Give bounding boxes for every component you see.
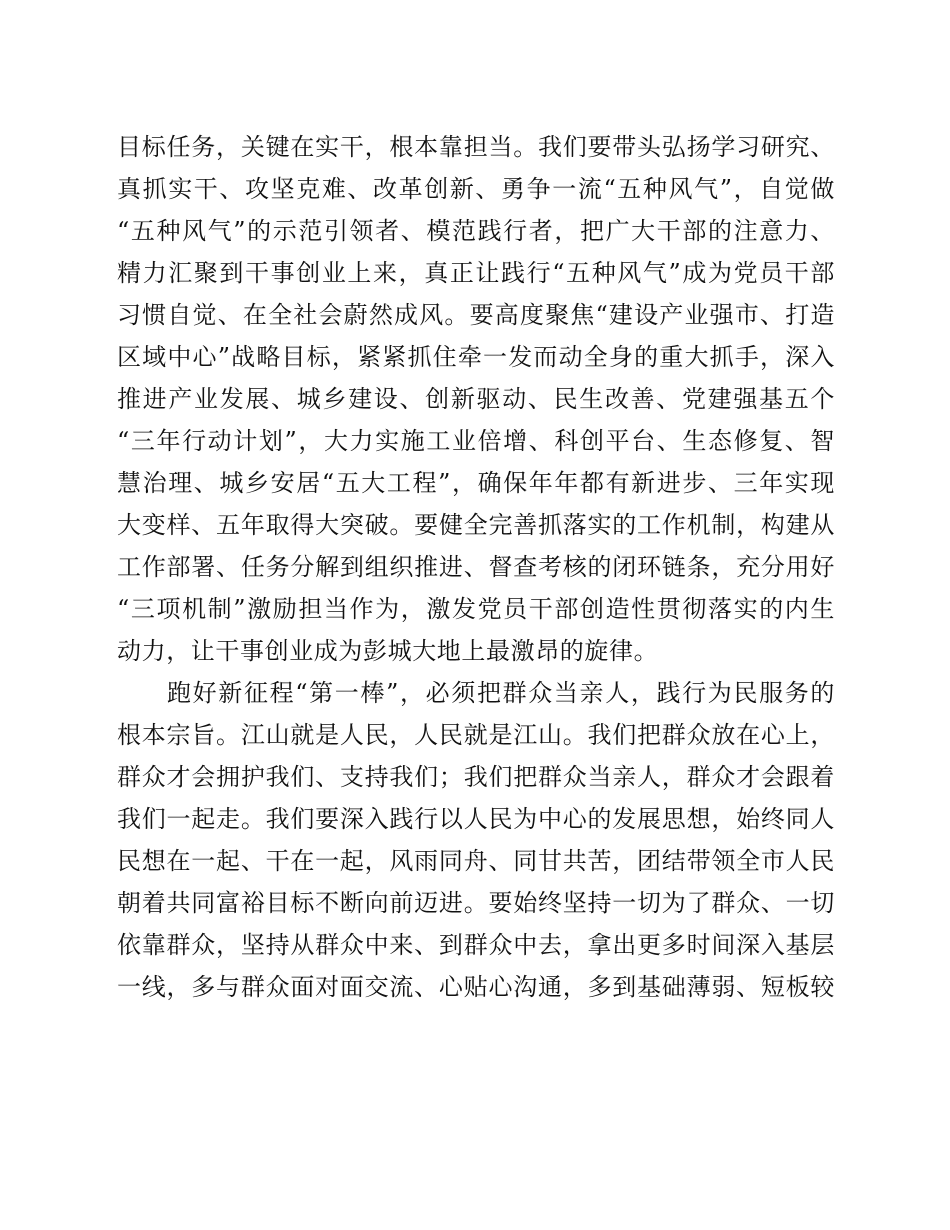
text-line: “五种风气”的示范引领者、模范践行者，把广大干部的注意力、 — [117, 217, 835, 245]
text-line: 根本宗旨。江山就是人民，人民就是江山。我们把群众放在心上， — [117, 721, 835, 749]
text-line: 真抓实干、攻坚克难、改革创新、勇争一流“五种风气”，自觉做 — [117, 175, 835, 203]
text-line: 慧治理、城乡安居“五大工程”，确保年年都有新进步、三年实现 — [117, 469, 835, 497]
text-line: 动力，让干事创业成为彭城大地上最激昂的旋律。 — [117, 637, 659, 665]
document-body — [117, 126, 835, 1008]
text-line: “三项机制”激励担当作为，激发党员干部创造性贯彻落实的内生 — [117, 595, 835, 623]
text-line: 依靠群众，坚持从群众中来、到群众中去，拿出更多时间深入基层 — [117, 931, 835, 959]
text-line: 大变样、五年取得大突破。要健全完善抓落实的工作机制，构建从 — [117, 511, 835, 539]
text-line: 跑好新征程“第一棒”，必须把群众当亲人，践行为民服务的 — [167, 679, 835, 707]
text-line: 民想在一起、干在一起，风雨同舟、同甘共苦，团结带领全市人民 — [117, 847, 835, 875]
paragraph-2 — [117, 672, 835, 1008]
text-line: 一线，多与群众面对面交流、心贴心沟通，多到基础薄弱、短板较 — [117, 973, 835, 1001]
text-line: 区域中心”战略目标，紧紧抓住牵一发而动全身的重大抓手，深入 — [117, 343, 835, 371]
text-line: 朝着共同富裕目标不断向前迈进。要始终坚持一切为了群众、一切 — [117, 889, 835, 917]
text-line: 我们一起走。我们要深入践行以人民为中心的发展思想，始终同人 — [117, 805, 835, 833]
text-line: “三年行动计划”，大力实施工业倍增、科创平台、生态修复、智 — [117, 427, 835, 455]
text-line: 目标任务，关键在实干，根本靠担当。我们要带头弘扬学习研究、 — [117, 133, 835, 161]
text-line: 群众才会拥护我们、支持我们；我们把群众当亲人，群众才会跟着 — [117, 763, 835, 791]
text-line: 推进产业发展、城乡建设、创新驱动、民生改善、党建强基五个 — [117, 385, 835, 413]
text-line: 工作部署、任务分解到组织推进、督查考核的闭环链条，充分用好 — [117, 553, 835, 581]
text-line: 习惯自觉、在全社会蔚然成风。要高度聚焦“建设产业强市、打造 — [117, 301, 835, 329]
paragraph-1 — [117, 126, 835, 672]
text-line: 精力汇聚到干事创业上来，真正让践行“五种风气”成为党员干部 — [117, 259, 835, 287]
